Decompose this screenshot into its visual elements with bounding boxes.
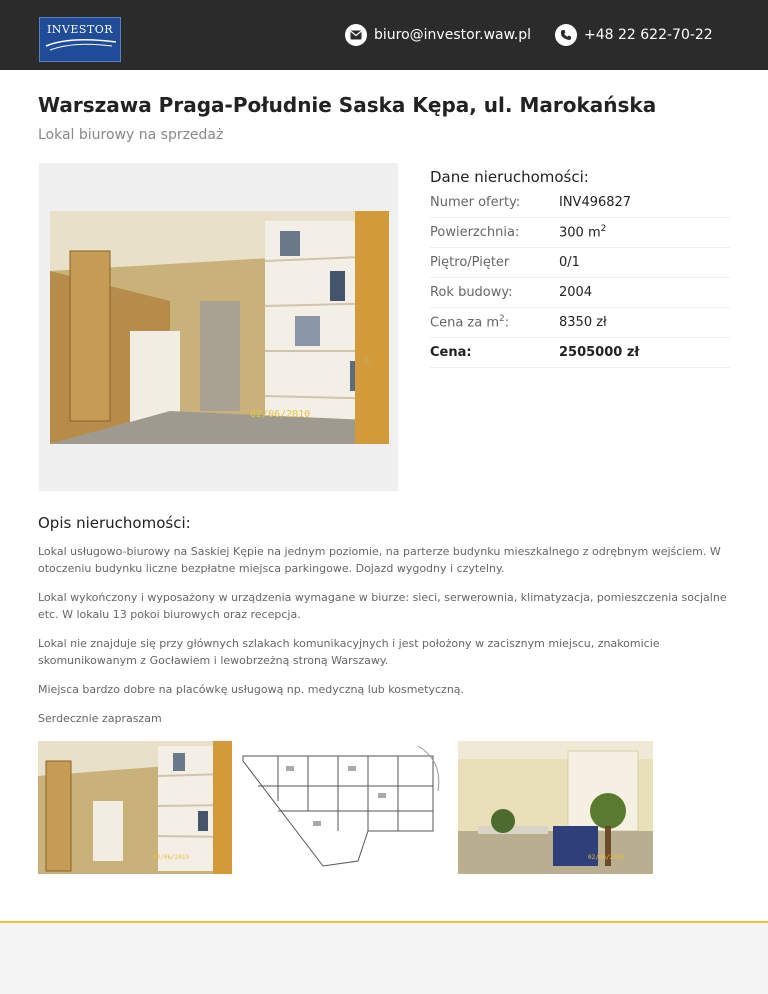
detail-label: Cena za $m^2$: [430,314,510,331]
description-body [38,543,728,739]
phone-number[interactable]: +48 22 622-70-22 [584,27,713,43]
detail-label: Rok budowy: [430,285,513,300]
detail-value: 0/1 [559,255,580,270]
detail-label: Powierzchnia: [430,225,520,240]
description-paragraph: Lokal wykończony i wyposażony w urządzenia wymagane w biurze: sieci, serwerownia, klimatyzacja, pomieszczenia socjalne etc. W lokalu 13 pokoi biurowych oraz recepcja. [38,591,727,621]
detail-row-floor [430,248,730,278]
detail-row-offer-number [430,188,730,218]
page-title: Warszawa Praga-Południe Saska Kępa, ul. Marokańska [38,93,657,117]
header [0,0,768,70]
detail-value: 2505000 zł [559,345,640,360]
detail-row-price [430,338,730,368]
description-paragraph: Lokal usługowo-biurowy na Saskiej Kępie na jednym poziomie, na parterze budynku mieszkalnego z odrębnym wejściem. W otoczeniu budynku liczne bezpłatne miejsca parkingowe. Dojazd wygodny i czytelny. [38,545,721,575]
thumbnail-office[interactable] [458,741,653,874]
detail-label: Numer oferty: [430,195,521,210]
detail-label: Cena: [430,345,472,360]
details-table [430,188,730,368]
page-subtitle: Lokal biurowy na sprzedaż [38,127,224,143]
description-paragraph: Lokal nie znajduje się przy głównych szlakach komunikacyjnych i jest położony w zacisznym miejscu, znakomicie skomunikowanym z Gocławiem i lewobrzeżną stroną Warszawy. [38,637,660,667]
description-title: Opis nieruchomości: [38,514,191,532]
main-photo-frame [39,163,398,491]
photo-date-stamp: 02/06/2010 [250,409,311,420]
detail-row-year-built [430,278,730,308]
detail-value: 300 $m^2$ [559,224,607,241]
email-contact[interactable] [345,24,531,46]
svg-text:02/06/2010: 02/06/2010 [153,854,190,861]
envelope-icon [345,24,367,46]
detail-value: 8350 zł [559,315,607,330]
footer [0,923,768,994]
description-paragraph: Miejsca bardzo dobre na placówkę usługową np. medyczną lub kosmetyczną. [38,683,465,696]
svg-text:02/06/2010: 02/06/2010 [588,854,625,861]
detail-value: 2004 [559,285,593,300]
phone-contact[interactable] [555,24,713,46]
main-photo[interactable] [50,211,389,444]
detail-row-price-per-m2 [430,308,730,338]
thumbnail-floor-plan[interactable] [238,741,453,874]
detail-row-area [430,218,730,248]
thumbnail-corridor[interactable] [38,741,232,874]
investor-logo[interactable] [39,17,121,62]
email-link[interactable]: biuro@investor.waw.pl [374,27,532,43]
description-paragraph: Serdecznie zapraszam [38,712,162,725]
phone-icon [555,24,577,46]
detail-label: Piętro/Pięter [430,255,510,270]
details-title: Dane nieruchomości: [430,168,589,186]
logo-text: INVESTOR [46,23,114,36]
logo-wave-icon [40,34,121,54]
detail-value: INV496827 [559,195,632,210]
